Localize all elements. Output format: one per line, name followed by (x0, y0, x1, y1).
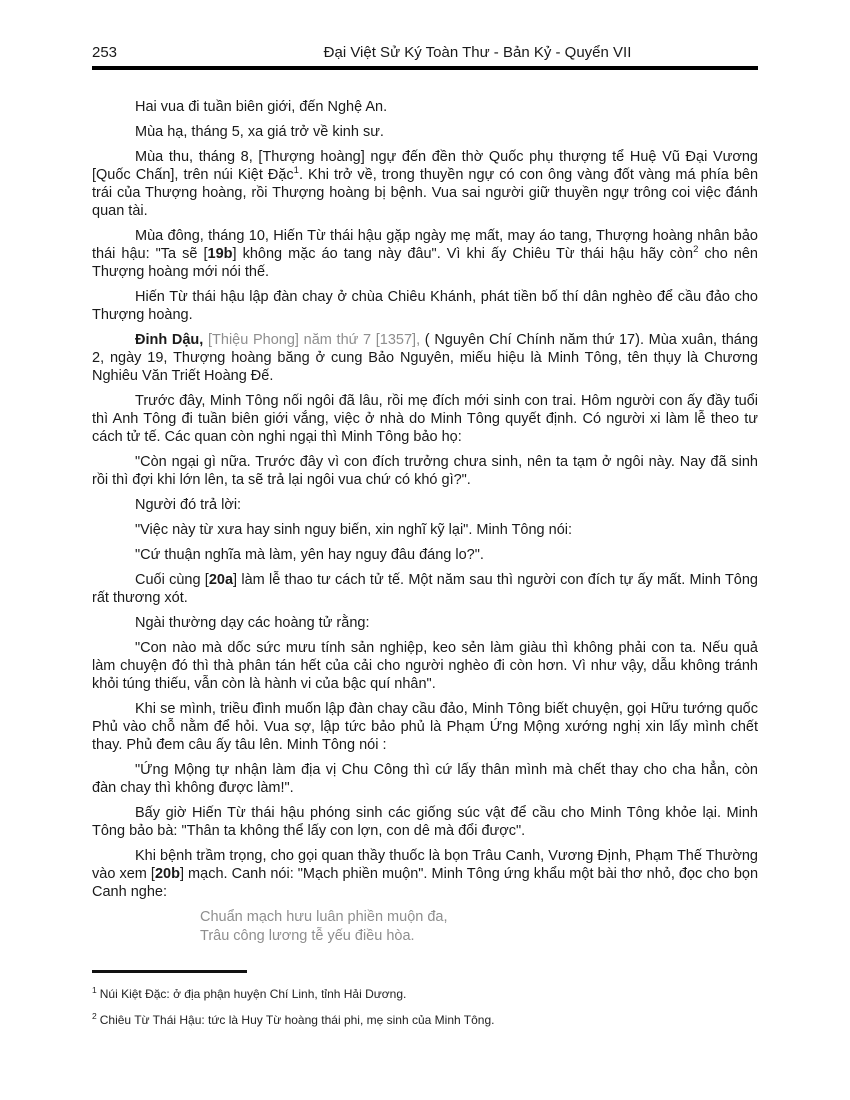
paragraph: "Còn ngại gì nữa. Trước đây vì con đích trưởng chưa sinh, nên ta tạm ở ngôi này. Nay đã sinh rồi thì đợi khi lớn lên, ta sẽ trả lại ngôi vua chứ có khó gì?". (92, 454, 758, 488)
header-rule (92, 66, 758, 70)
paragraph: Người đó trả lời: (135, 497, 242, 513)
paragraph (92, 331, 758, 385)
text-run: Mùa thu, tháng 8, [Thượng hoàng] ngự đến đền thờ Quốc phụ thượng tể Huệ Vũ Đại Vương [Quốc Chấn], trên núi Kiệt Đặc (92, 149, 758, 183)
paragraph: Ngài thường dạy các hoàng tử rằng: (135, 615, 370, 631)
poem (200, 908, 758, 946)
paragraph: Mùa hạ, tháng 5, xa giá trở về kinh sư. (135, 124, 384, 140)
text-run: ] làm lễ thao tư cách tử tế. Một năm sau thì người con đích tự ấy mất. Minh Tông rất thương xót. (92, 572, 758, 606)
footnote-separator (92, 970, 247, 973)
paragraph: Trước đây, Minh Tông nối ngôi đã lâu, rồi mẹ đích mới sinh con trai. Hôm người con ấy đầy tuổi thì Anh Tông đi tuần biên giới vắng, việc ở nhà do Minh Tông quyết định. Có người xi làm lễ theo tư cách tử tế. Các quan còn nghi ngại thì Minh Tông bảo họ: (92, 393, 758, 445)
paragraph: "Cứ thuận nghĩa mà làm, yên hay nguy đâu đáng lo?". (135, 547, 484, 563)
text-run: ] mạch. Canh nói: "Mạch phiền muộn". Minh Tông ứng khẩu một bài thơ nhỏ, đọc cho bọn Canh nghe: (92, 866, 759, 900)
footnotes (92, 987, 758, 1028)
paragraph (92, 571, 758, 607)
text-run: Mùa đông, tháng 10, Hiến Từ thái hậu gặp ngày mẹ mất, may áo tang, Thượng hoàng nhân bảo thái hậu: "Ta sẽ [ (92, 228, 758, 262)
year-heading: Đinh Dậu, (135, 332, 204, 348)
footnote-number: 2 (92, 1011, 97, 1021)
text-run: ( Nguyên Chí Chính năm thứ 17). Mùa xuân, tháng 2, ngày 19, Thượng hoàng băng ở cung Bảo Nguyên, miếu hiệu là Minh Tông, tên thụy là Chương Nghiêu Văn Triết Hoàng Đế. (92, 332, 759, 384)
footnote-text: Chiêu Từ Thái Hậu: tức là Huy Từ hoàng thái phi, mẹ sinh của Minh Tông. (99, 1013, 495, 1027)
footnote-ref-1: 1 (293, 165, 299, 177)
era-note-gray: [Thiệu Phong] năm thứ 7 [1357], (203, 332, 421, 348)
text-run: cho nên Thượng hoàng mới nói thế. (92, 246, 758, 280)
paragraph: Hai vua đi tuần biên giới, đến Nghệ An. (135, 99, 388, 115)
paragraph: "Ứng Mộng tự nhận làm địa vị Chu Công thì cứ lấy thân mình mà chết thay cho cha hẳn, còn đàn chay thì không được làm!". (92, 762, 758, 796)
folio-ref-20a: 20a (208, 572, 234, 588)
body-text (92, 98, 758, 901)
footnote-2 (92, 1013, 758, 1028)
folio-ref-20b: 20b (154, 866, 180, 882)
paragraph: "Con nào mà dốc sức mưu tính sản nghiệp, keo sẻn làm giàu thì không phải con ta. Nếu quả làm chuyện đó thì thà phân tán hết của cải cho người nghèo đi còn hơn. Vì như vậy, dẫu không tránh khỏi túng thiếu, vẫn còn là hành vi của bậc quí nhân". (92, 640, 758, 692)
footnote-ref-2: 2 (693, 244, 699, 256)
text-run: Cuối cùng [ (135, 572, 209, 588)
poem-line: Chuẩn mạch hưu luân phiền muộn đa, (200, 909, 448, 925)
footnote-number: 1 (92, 985, 97, 995)
paragraph: Hiến Từ thái hậu lập đàn chay ở chùa Chiêu Khánh, phát tiền bố thí dân nghèo để cầu đảo cho Thượng hoàng. (92, 289, 758, 323)
footnote-1 (92, 987, 758, 1002)
text-run: . Khi trở về, trong thuyền ngự có con ông vàng đốt vàng má phía bên trái của Thượng hoàng, rồi Thượng hoàng bị bệnh. Vua sai người giữ thuyền ngự trông coi việc đánh quan tài. (92, 167, 759, 219)
folio-ref-19b: 19b (207, 246, 233, 262)
paragraph (92, 227, 758, 281)
paragraph: "Việc này từ xưa hay sinh nguy biến, xin nghĩ kỹ lại". Minh Tông nói: (135, 522, 573, 538)
page-title: Đại Việt Sử Ký Toàn Thư - Bản Kỷ - Quyển VII (323, 44, 632, 61)
paragraph (92, 847, 758, 901)
page-header (92, 44, 758, 62)
paragraph: Khi se mình, triều đình muốn lập đàn chay cầu đảo, Minh Tông biết chuyện, gọi Hữu tướng quốc Phủ vào chỗ nằm để hỏi. Vua sợ, lập tức bảo phủ là Phạm Ứng Mộng xướng nghị xin lấy mình chết thay. Phủ đem câu ấy tâu lên. Minh Tông nói : (92, 701, 758, 753)
page-number: 253 (92, 44, 118, 61)
poem-line: Trâu công lương tễ yếu điều hòa. (200, 928, 415, 944)
text-run: Khi bệnh trầm trọng, cho gọi quan thầy thuốc là bọn Trâu Canh, Vương Định, Phạm Thế Thường vào xem [ (92, 848, 758, 882)
paragraph (92, 148, 758, 220)
paragraph: Bấy giờ Hiến Từ thái hậu phóng sinh các giống súc vật để cầu cho Minh Tông khỏe lại. Minh Tông bảo bà: "Thân ta không thể lấy con lợn, con dê mà đổi được". (92, 805, 758, 839)
footnote-text: Núi Kiệt Đặc: ở địa phận huyện Chí Linh, tỉnh Hải Dương. (99, 987, 407, 1001)
text-run: ] không mặc áo tang này đâu". Vì khi ấy Chiêu Từ thái hậu hãy còn (232, 246, 694, 262)
